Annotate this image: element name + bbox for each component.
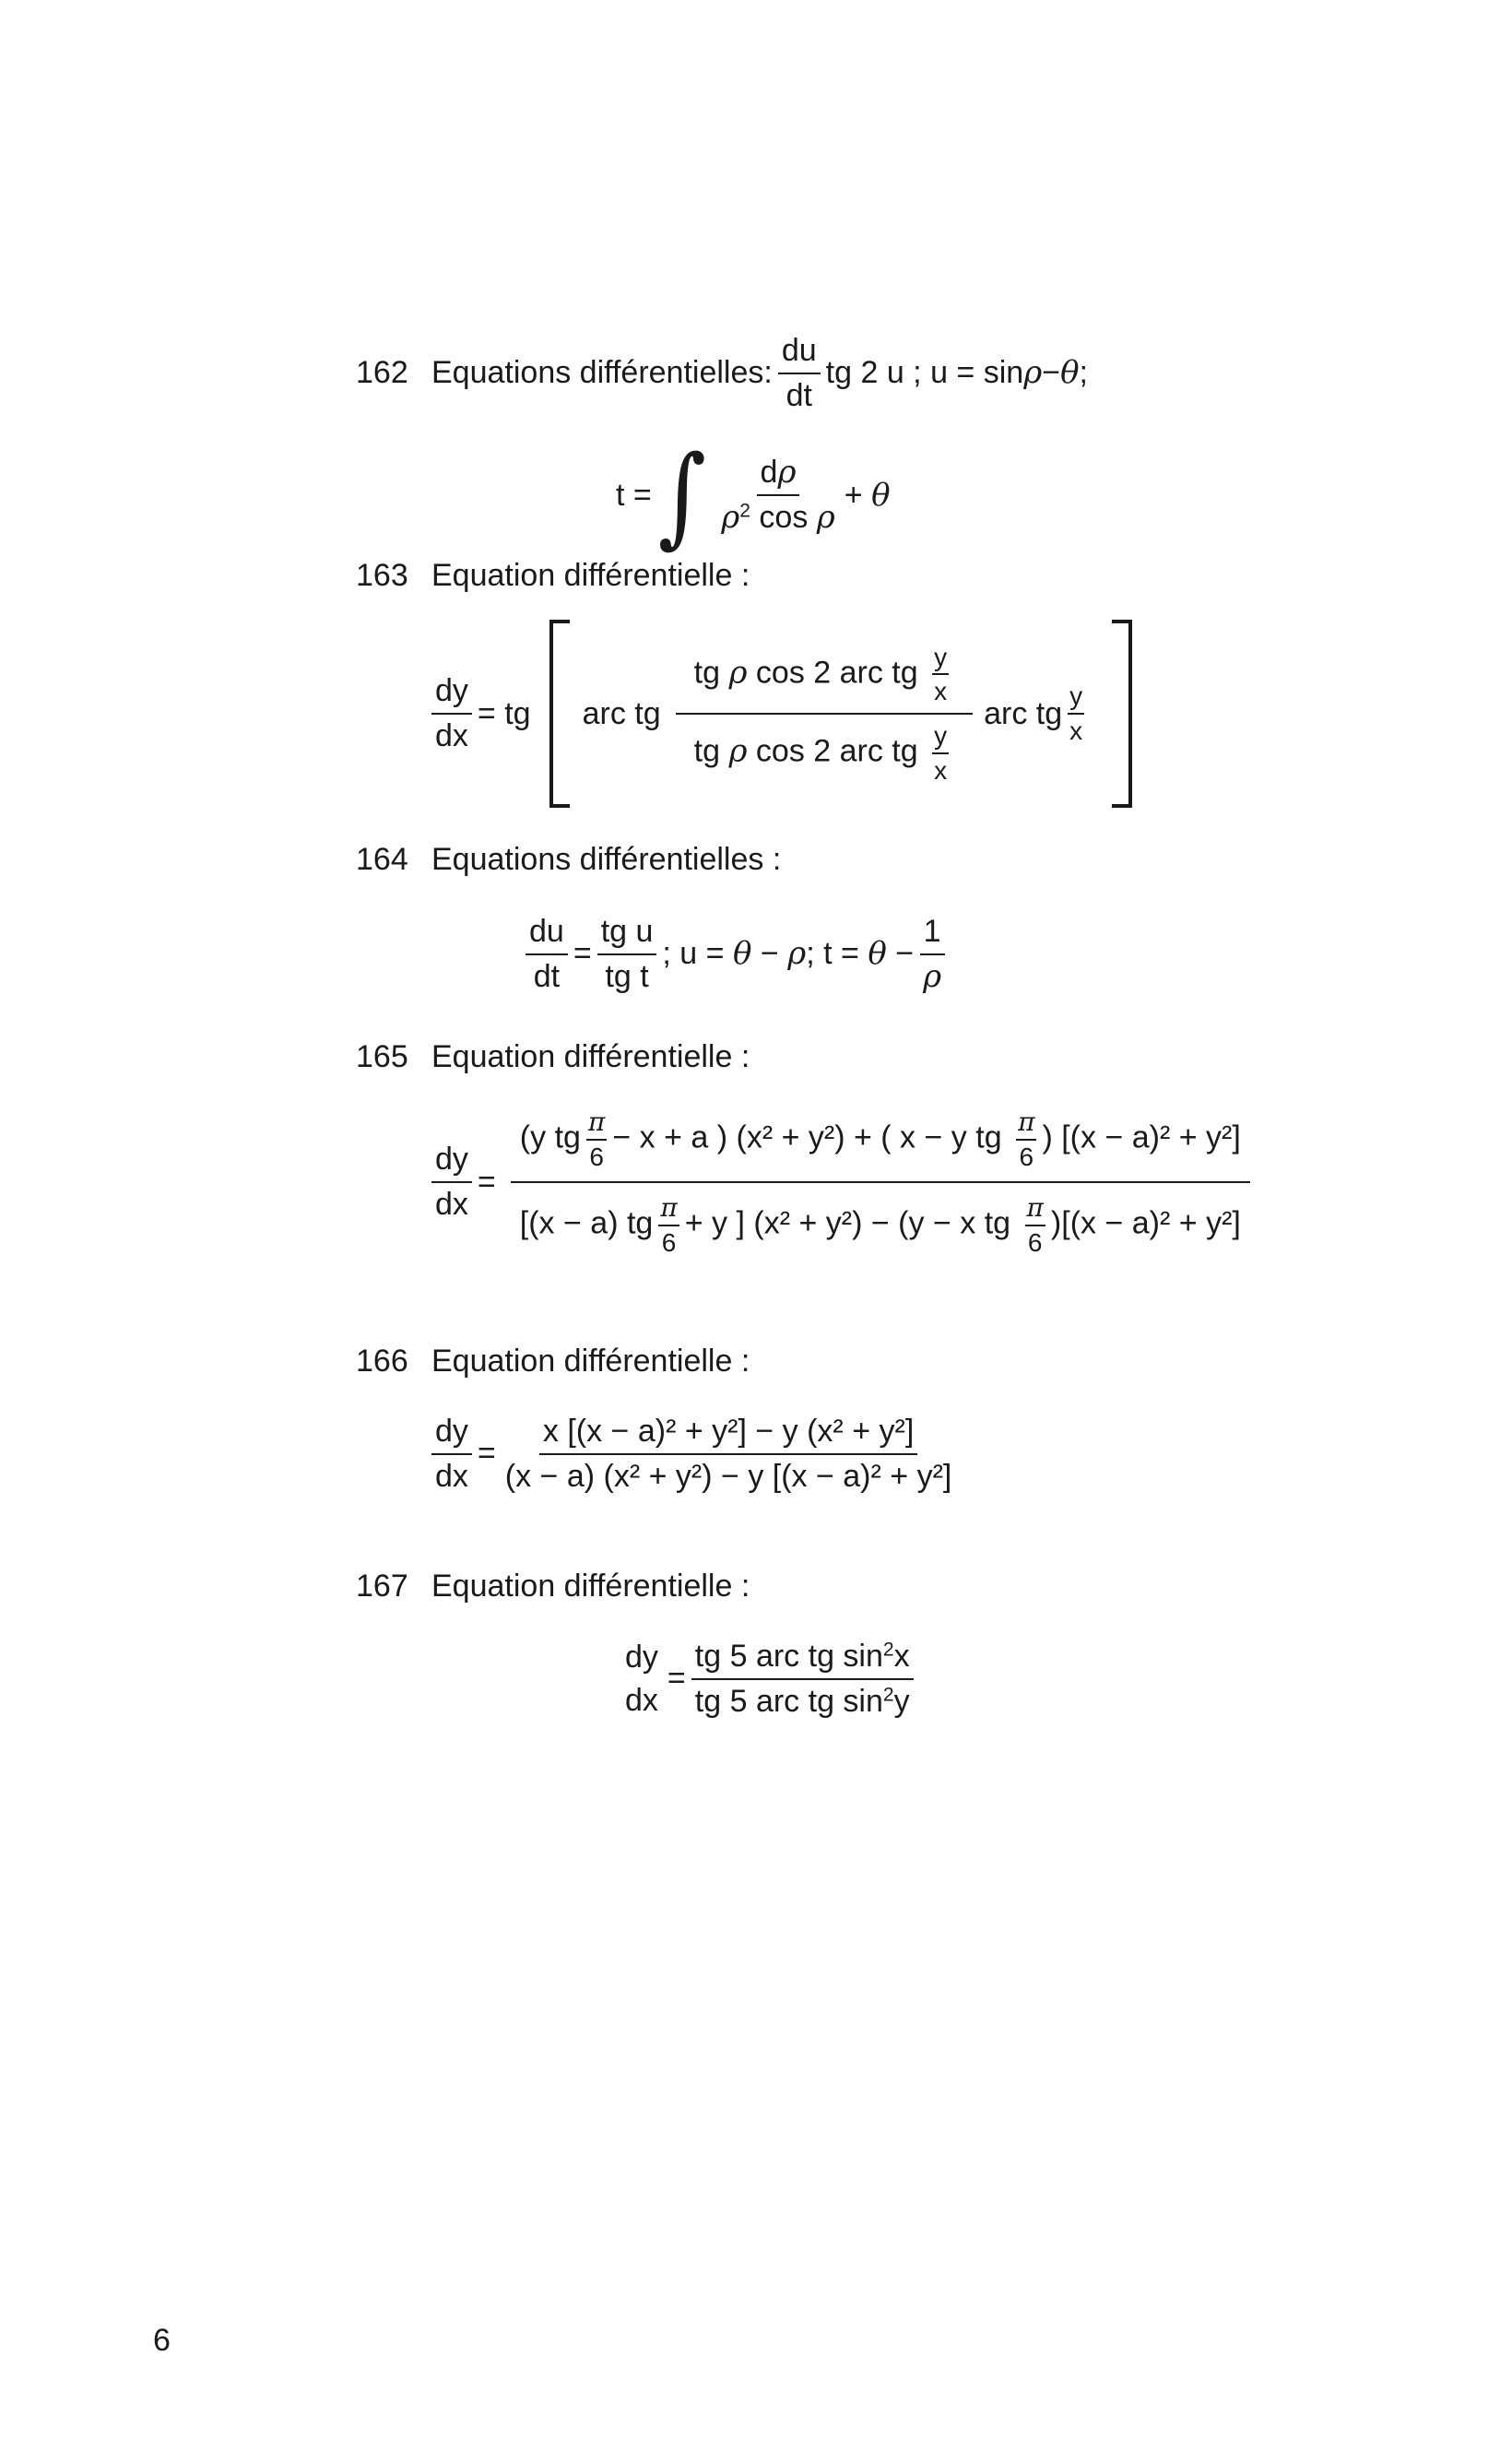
page-number: 6 (153, 2323, 171, 2358)
left-bracket (549, 620, 570, 808)
fraction-drho: $\frac{d\rho}{\rho^2 \cos \rho}$ (721, 454, 835, 536)
problem-163-heading: 163 Equation différentielle : (356, 558, 750, 593)
problem-162-heading (356, 332, 1088, 415)
problem-title: Equations différentielles (431, 355, 764, 391)
integral-sign: ∫ (657, 432, 706, 559)
colon: : (763, 355, 773, 391)
semicolon: ; (1079, 355, 1088, 391)
problem-number: 162 (356, 355, 408, 391)
problem-164-equation: $\frac{du}{dt}$ = $\frac{\text{tg u}}{\text{tg t}}$ ; u = θ − ρ ; t = θ − $\frac{1}{\rho}$ (520, 913, 951, 996)
problem-164-heading: 164 Equations différentielles : (356, 842, 782, 877)
theta-symbol: θ (1060, 354, 1080, 392)
equation-text: tg 2 u ; u = sin (825, 355, 1024, 391)
problem-166-equation: $\frac{dy}{dx}$ = $\frac{\text{x [(x − a)² + y²] − y (x² + y²]}}{\text{(x − a) (x² + y²) − y [(x − a)² + y²]}}$ (426, 1413, 961, 1496)
problem-162-equation-2: t = ∫ $\frac{d\rho}{\rho^2 \cos \rho}$ + θ (616, 432, 891, 559)
problem-167-heading: 167 Equation différentielle : (356, 1569, 750, 1604)
problem-165-heading: 165 Equation différentielle : (356, 1039, 750, 1074)
problem-167-equation: dy dx = $\frac{tg 5 arc tg \sin^2x}{tg 5 arc tg \sin^2y}$ (616, 1638, 919, 1721)
fraction-tg-rho: tg ρ cos 2 arc tg $\frac{y}{x}$ tg ρ cos 2 arc tg $\frac{y}{x}$ (676, 642, 973, 786)
minus: − (1042, 355, 1061, 391)
rho-symbol: ρ (1023, 354, 1043, 392)
fraction-dy-dx: $\frac{dy}{dx}$ (431, 672, 472, 755)
problem-165-equation: $\frac{dy}{dx}$ = (y tg $\frac{\pi}{6}$ − x + a ) (x² + y²) + ( x − y tg $\frac{\pi}{6}$ ) [(x − a)² + y²] [(x − a) tg $\frac{\pi}{6}$ + y ] (x² + y²) − (y − x tg $\frac{\pi}{6}$ )[(x − a)² + y²] (426, 1107, 1256, 1258)
problem-163-equation: $\frac{dy}{dx}$ = tg arc tg tg ρ cos 2 arc tg $\frac{y}{x}$ tg ρ cos 2 arc tg $\frac{y}{x}$ arc tg $\frac{y}{x}$ (426, 620, 1132, 808)
fraction-du-dt: $\frac{du}{dt}$ (778, 332, 821, 415)
right-bracket (1112, 620, 1132, 808)
problem-166-heading: 166 Equation différentielle : (356, 1344, 750, 1379)
